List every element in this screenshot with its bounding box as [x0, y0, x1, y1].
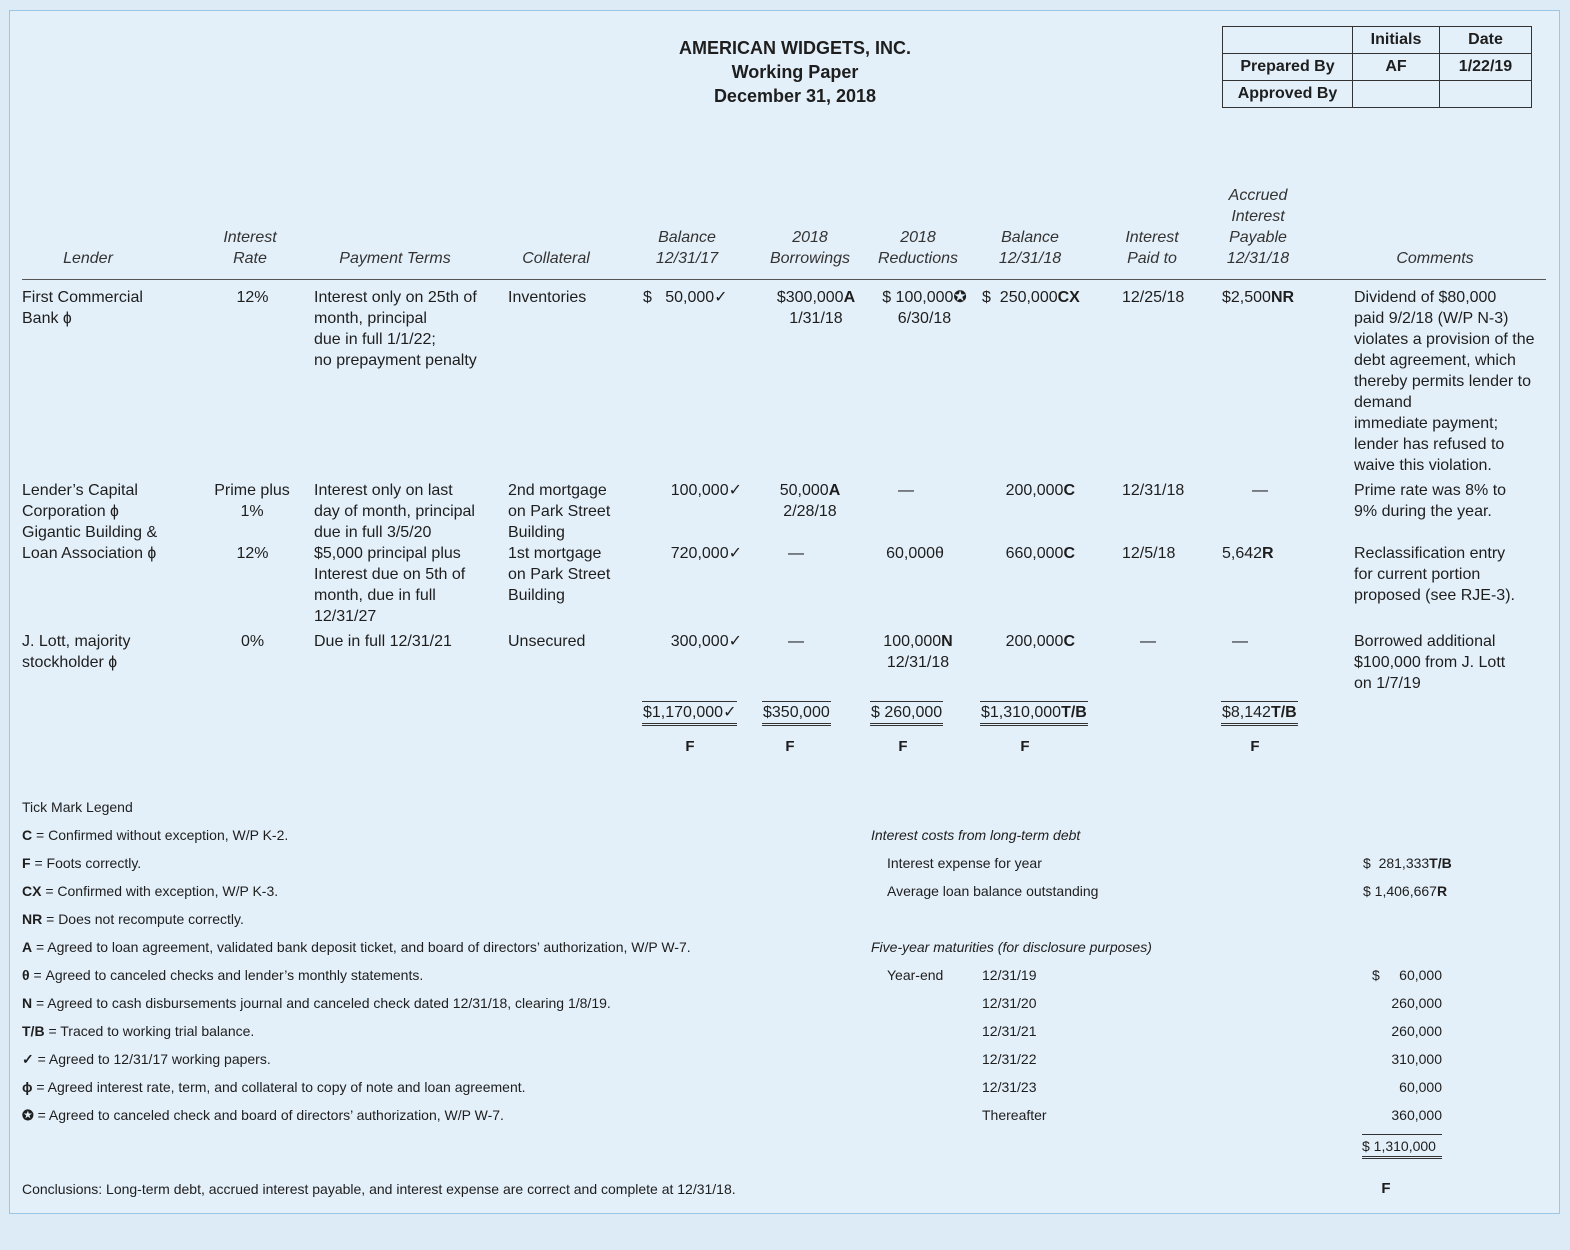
row0-borrow-amt: $300,000 — [776, 289, 844, 306]
row0-bal18-amt: $ 250,000 — [982, 289, 1058, 306]
legend-text: = Agreed interest rate, term, and collateral to copy of note and loan agreement. — [32, 1079, 526, 1095]
col-bal17 — [637, 227, 737, 269]
row0-rate: 12% — [236, 289, 269, 306]
legend-sym: C — [22, 827, 33, 843]
row0-terms-l3: due in full 1/1/22; — [314, 331, 436, 348]
legend-sym: CX — [22, 883, 42, 899]
col-accrued-l3: Payable — [1229, 229, 1287, 246]
total-accrued-mark: T/B — [1270, 704, 1297, 721]
approved-by-initials[interactable] — [1353, 81, 1440, 108]
row2-terms-l2: Interest due on 5th of — [314, 566, 466, 583]
interest-expense-value — [1363, 854, 1452, 872]
row3-comment-l3: on 1/7/19 — [1354, 675, 1421, 692]
approved-by-date[interactable] — [1440, 81, 1532, 108]
row0-comment-l4: debt agreement, which — [1354, 352, 1516, 369]
row3-reduce — [868, 631, 968, 673]
foot-reduce: F — [898, 738, 908, 755]
col-borrow — [760, 227, 860, 269]
legend-text: = Agreed to cash disbursements journal and canceled check dated 12/31/18, clearing 1/8/19. — [32, 995, 611, 1011]
row3-reduce-date: 12/31/18 — [886, 654, 950, 671]
row0-reduce-date: 6/30/18 — [897, 310, 952, 327]
row0-comment-l3: violates a provision of the — [1354, 331, 1535, 348]
col-terms: Payment Terms — [339, 250, 451, 267]
legend-sym: T/B — [22, 1023, 45, 1039]
row2-accrued — [1222, 543, 1274, 564]
col-paidto-l2: Paid to — [1127, 250, 1177, 267]
row2-lender — [22, 522, 157, 564]
row1-rate-l2: 1% — [240, 503, 264, 520]
row1-borrow-date: 2/28/18 — [783, 503, 837, 520]
col-accrued — [1208, 185, 1308, 269]
prepared-by-initials[interactable]: AF — [1353, 54, 1440, 81]
row0-terms-l1: Interest only on 25th of — [314, 289, 477, 306]
row0-borrow-date: 1/31/18 — [789, 310, 843, 327]
col-bal18-l2: 12/31/18 — [998, 250, 1062, 267]
row3-bal18-amt: 200,000 — [1005, 633, 1064, 650]
row1-lender-l1: Lender’s Capital — [22, 482, 138, 499]
total-bal17: $1,170,000✓ — [642, 701, 737, 726]
row3-comments — [1354, 631, 1505, 694]
total-borrow: $350,000 — [762, 701, 831, 726]
row1-collateral — [508, 480, 610, 543]
legend-item — [22, 854, 141, 872]
col-comments: Comments — [1396, 250, 1474, 267]
row3-reduce-amt: 100,000 — [883, 633, 942, 650]
row3-lender-l2: stockholder ɸ — [22, 654, 118, 671]
foot-maturities: F — [1381, 1180, 1391, 1197]
row1-lender-l2: Corporation ɸ — [22, 503, 119, 520]
row1-comments — [1354, 480, 1506, 522]
row0-comment-l9: waive this violation. — [1354, 457, 1492, 474]
total-bal18 — [980, 701, 1088, 726]
row2-collateral — [508, 543, 610, 606]
legend-item — [22, 882, 278, 900]
row2-rate: 12% — [236, 545, 269, 562]
total-bal18-amt: $1,310,000 — [981, 704, 1062, 721]
row2-comments — [1354, 543, 1515, 606]
row1-bal17: 100,000✓ — [670, 482, 742, 499]
row3-bal18 — [960, 631, 1075, 652]
row2-paidto: 12/5/18 — [1122, 545, 1176, 562]
legend-item — [22, 826, 288, 844]
row1-bal18-amt: 200,000 — [1005, 482, 1064, 499]
approved-by-label: Approved By — [1223, 81, 1353, 108]
row1-borrow-mark: A — [828, 482, 841, 499]
maturity-date: 12/31/19 — [982, 967, 1037, 983]
avg-balance-value — [1363, 882, 1447, 900]
row1-borrow-amt: 50,000 — [779, 482, 829, 499]
paper-title: Working Paper — [731, 62, 859, 82]
legend-item — [22, 1022, 254, 1040]
legend-text: = Agreed to 12/31/17 working papers. — [33, 1051, 271, 1067]
maturity-amount: 60,000 — [1399, 1079, 1442, 1095]
row2-bal18 — [960, 543, 1075, 564]
legend-item — [22, 1050, 271, 1068]
row1-collateral-l3: Building — [508, 524, 565, 541]
foot-borrow: F — [785, 738, 795, 755]
row3-bal17: 300,000✓ — [670, 633, 742, 650]
row1-comment-l2: 9% during the year. — [1354, 503, 1492, 520]
row2-terms-l3: month, due in full — [314, 587, 436, 604]
page-header — [640, 36, 950, 108]
row0-borrow-mark: A — [843, 289, 856, 306]
row0-reduce-amt: $ 100,000✪ — [882, 289, 967, 306]
row0-comment-l7: immediate payment; — [1354, 415, 1499, 432]
row3-collateral: Unsecured — [508, 633, 586, 650]
row2-bal17: 720,000✓ — [670, 545, 742, 562]
maturity-date: 12/31/21 — [982, 1023, 1037, 1039]
legend-text: = Agreed to canceled check and board of directors’ authorization, W/P W-7. — [33, 1107, 504, 1123]
legend-text: = Confirmed without exception, W/P K-2. — [32, 827, 289, 843]
col-bal17-l1: Balance — [658, 229, 716, 246]
row3-terms: Due in full 12/31/21 — [314, 633, 452, 650]
foot-accrued: F — [1250, 738, 1260, 755]
legend-text: = Agreed to loan agreement, validated bank deposit ticket, and board of directors’ authorization, W/P W-7. — [32, 939, 691, 955]
legend-text: = Agreed to canceled checks and lender’s monthly statements. — [29, 967, 424, 983]
col-borrow-l2: Borrowings — [769, 250, 851, 267]
legend-sym: ✪ — [22, 1107, 34, 1123]
legend-item — [22, 1106, 504, 1124]
maturity-amount: 260,000 — [1391, 1023, 1442, 1039]
row2-terms-l1: $5,000 principal plus — [314, 545, 461, 562]
legend-text: = Confirmed with exception, W/P K-3. — [41, 883, 279, 899]
legend-sym: NR — [22, 911, 43, 927]
maturities-title: Five-year maturities (for disclosure purposes) — [871, 939, 1152, 955]
row1-borrow — [760, 480, 860, 522]
row0-lender-l2: Bank ɸ — [22, 310, 72, 327]
row1-comment-l1: Prime rate was 8% to — [1354, 482, 1507, 499]
row2-bal18-mark: C — [1063, 545, 1075, 562]
row3-rate: 0% — [240, 633, 265, 650]
row2-terms — [314, 543, 465, 627]
legend-item — [22, 910, 244, 928]
signoff-table — [1222, 26, 1532, 108]
col-bal18-l1: Balance — [1001, 229, 1059, 246]
prepared-by-label: Prepared By — [1223, 54, 1353, 81]
maturity-date: 12/31/23 — [982, 1079, 1037, 1095]
col-rate-l2: Rate — [233, 250, 267, 267]
col-bal17-l2: 12/31/17 — [655, 250, 719, 267]
interest-costs-title: Interest costs from long-term debt — [871, 827, 1081, 843]
row3-comment-l2: $100,000 from J. Lott — [1354, 654, 1506, 671]
signoff-date-header: Date — [1440, 27, 1532, 54]
maturity-amount: $ 60,000 — [1371, 967, 1442, 983]
row1-terms-l1: Interest only on last — [314, 482, 453, 499]
row1-reduce: — — [898, 482, 914, 499]
company-name: AMERICAN WIDGETS, INC. — [679, 38, 911, 58]
total-accrued-amt: $8,142 — [1222, 704, 1271, 721]
row1-collateral-l1: 2nd mortgage — [508, 482, 607, 499]
row2-lender-l1: Gigantic Building & — [22, 524, 158, 541]
row2-comment-l2: for current portion — [1354, 566, 1481, 583]
row3-paidto: — — [1140, 633, 1156, 650]
row2-reduce: 60,000θ — [886, 545, 944, 562]
legend-text: = Traced to working trial balance. — [44, 1023, 255, 1039]
maturity-date: Thereafter — [982, 1107, 1047, 1123]
legend-item — [22, 938, 691, 956]
row1-rate-l1: Prime plus — [214, 482, 290, 499]
legend-title: Tick Mark Legend — [22, 799, 133, 815]
col-rate — [200, 227, 300, 269]
header-rule — [22, 279, 1546, 280]
foot-bal18: F — [1020, 738, 1030, 755]
row3-lender-l1: J. Lott, majority — [22, 633, 131, 650]
row2-comment-l3: proposed (see RJE-3). — [1354, 587, 1515, 604]
col-paidto-l1: Interest — [1125, 229, 1179, 246]
row0-bal18 — [982, 287, 1080, 308]
prepared-by-date[interactable]: 1/22/19 — [1440, 54, 1532, 81]
interest-expense-mark: T/B — [1429, 855, 1452, 871]
col-reduce-l2: Reductions — [877, 250, 959, 267]
paper-date: December 31, 2018 — [713, 86, 877, 106]
col-accrued-l1: Accrued — [1228, 187, 1288, 204]
row1-collateral-l2: on Park Street — [508, 503, 611, 520]
row0-paidto: 12/25/18 — [1122, 289, 1185, 306]
maturity-amount: 260,000 — [1391, 995, 1442, 1011]
legend-sym: θ — [22, 967, 30, 983]
avg-balance-label: Average loan balance outstanding — [887, 883, 1099, 899]
row0-lender — [22, 287, 143, 329]
conclusion: Conclusions: Long-term debt, accrued interest payable, and interest expense are correct and complete at 12/31/18. — [22, 1181, 736, 1197]
row1-accrued: — — [1252, 482, 1268, 499]
legend-sym: F — [22, 855, 31, 871]
row2-accrued-mark: R — [1262, 545, 1274, 562]
maturities-total: $ 1,310,000 — [1362, 1134, 1442, 1159]
row0-comment-l1: Dividend of $80,000 — [1354, 289, 1497, 306]
row0-comment-l5: thereby permits lender to — [1354, 373, 1531, 390]
maturity-amount: 360,000 — [1391, 1107, 1442, 1123]
legend-sym: ✓ — [22, 1051, 34, 1067]
yearend-label: Year-end — [887, 967, 944, 983]
row0-comment-l2: paid 9/2/18 (W/P N-3) — [1354, 310, 1509, 327]
row1-terms — [314, 480, 475, 543]
row1-rate — [208, 480, 296, 522]
row3-borrow: — — [788, 633, 804, 650]
row0-terms-l2: month, principal — [314, 310, 427, 327]
interest-expense-amt: $ 281,333 — [1363, 855, 1430, 871]
legend-item — [22, 966, 423, 984]
col-reduce-l1: 2018 — [900, 229, 936, 246]
row2-borrow: — — [788, 545, 804, 562]
col-borrow-l1: 2018 — [792, 229, 828, 246]
legend-item — [22, 994, 611, 1012]
row0-terms — [314, 287, 477, 371]
total-accrued — [1221, 701, 1298, 726]
legend-sym: N — [22, 995, 33, 1011]
col-accrued-l4: 12/31/18 — [1226, 250, 1290, 267]
signoff-initials-header: Initials — [1353, 27, 1440, 54]
row2-lender-l2: Loan Association ɸ — [22, 545, 157, 562]
maturity-date: 12/31/20 — [982, 995, 1037, 1011]
row2-accrued-amt: 5,642 — [1222, 545, 1263, 562]
row2-collateral-l1: 1st mortgage — [508, 545, 602, 562]
row0-bal18-mark: CX — [1057, 289, 1080, 306]
avg-balance-mark: R — [1436, 883, 1448, 899]
row1-lender — [22, 480, 138, 522]
row3-bal18-mark: C — [1063, 633, 1075, 650]
row3-lender — [22, 631, 130, 673]
row0-comment-l8: lender has refused to — [1354, 436, 1505, 453]
row2-bal18-amt: 660,000 — [1005, 545, 1064, 562]
col-bal18 — [980, 227, 1080, 269]
col-collateral: Collateral — [522, 250, 590, 267]
interest-expense-label: Interest expense for year — [887, 855, 1042, 871]
row0-terms-l4: no prepayment penalty — [314, 352, 477, 369]
col-accrued-l2: Interest — [1231, 208, 1285, 225]
total-bal18-mark: T/B — [1061, 704, 1087, 721]
row3-reduce-mark: N — [941, 633, 953, 650]
row1-paidto: 12/31/18 — [1122, 482, 1185, 499]
row0-comment-l6: demand — [1354, 394, 1412, 411]
row0-accrued-amt: $2,500 — [1222, 289, 1271, 306]
foot-bal17: F — [685, 738, 695, 755]
row0-reduce — [872, 287, 977, 329]
maturity-date: 12/31/22 — [982, 1051, 1037, 1067]
row0-accrued-mark: NR — [1270, 289, 1295, 306]
row3-comment-l1: Borrowed additional — [1354, 633, 1496, 650]
row0-lender-l1: First Commercial — [22, 289, 143, 306]
row0-borrow — [766, 287, 866, 329]
row3-accrued: — — [1232, 633, 1248, 650]
row2-comment-l1: Reclassification entry — [1354, 545, 1506, 562]
legend-sym: A — [22, 939, 33, 955]
row0-collateral: Inventories — [508, 289, 587, 306]
row2-collateral-l3: Building — [508, 587, 565, 604]
avg-balance-amt: $ 1,406,667 — [1363, 883, 1437, 899]
maturity-amount: 310,000 — [1391, 1051, 1442, 1067]
legend-sym: ɸ — [22, 1079, 33, 1095]
col-rate-l1: Interest — [223, 229, 277, 246]
signoff-blank — [1223, 27, 1353, 54]
col-reduce — [868, 227, 968, 269]
row0-bal17: $ 50,000✓ — [643, 289, 728, 306]
row2-terms-l4: 12/31/27 — [314, 608, 377, 625]
col-paidto — [1102, 227, 1202, 269]
legend-text: = Foots correctly. — [30, 855, 142, 871]
col-lender: Lender — [63, 250, 113, 267]
row0-accrued — [1222, 287, 1294, 308]
row0-comments — [1354, 287, 1535, 476]
row1-terms-l3: due in full 3/5/20 — [314, 524, 432, 541]
row1-bal18-mark: C — [1063, 482, 1075, 499]
row1-bal18 — [960, 480, 1075, 501]
total-reduce: $ 260,000 — [870, 701, 943, 726]
legend-text: = Does not recompute correctly. — [42, 911, 244, 927]
row2-collateral-l2: on Park Street — [508, 566, 611, 583]
legend-item — [22, 1078, 526, 1096]
row1-terms-l2: day of month, principal — [314, 503, 475, 520]
